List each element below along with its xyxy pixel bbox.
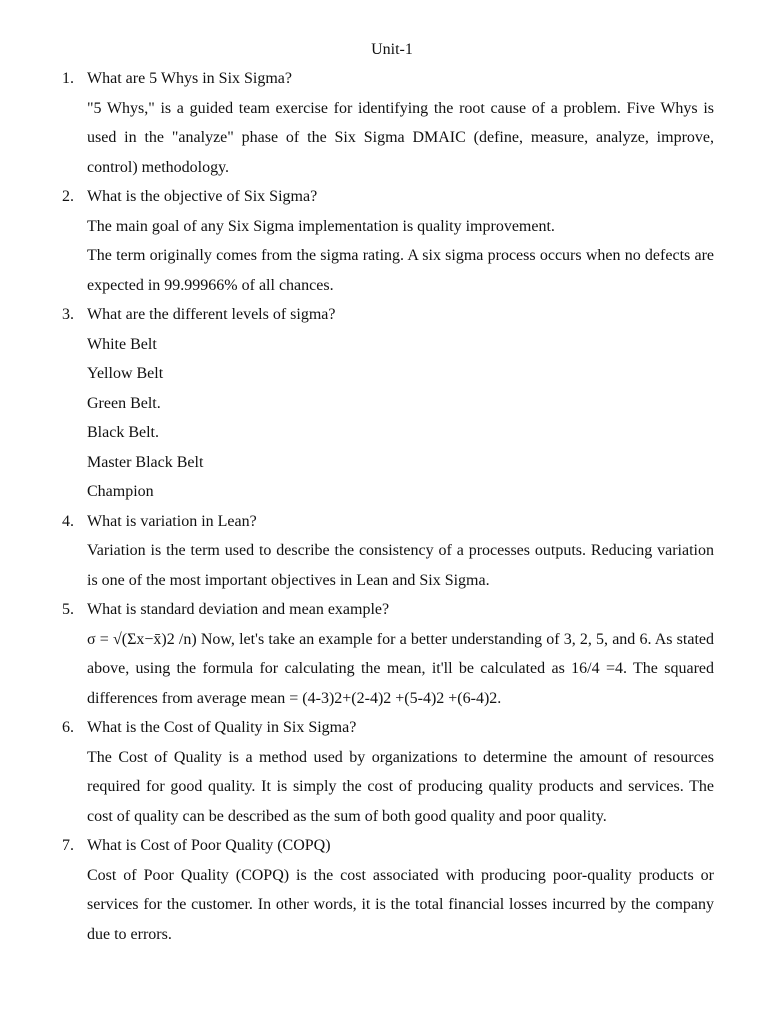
sigma-level-item: Black Belt. [87, 424, 159, 441]
sigma-level-item: Master Black Belt [87, 453, 204, 471]
question-text: What is variation in Lean? [87, 512, 257, 530]
question-number: 6. [62, 719, 74, 736]
question-item-6 [62, 713, 714, 831]
question-number: 4. [62, 512, 74, 530]
question-text: What are the different levels of sigma? [87, 306, 336, 323]
answer-paragraph: The main goal of any Six Sigma implementation is quality improvement. [87, 217, 555, 235]
page-title: Unit-1 [371, 41, 413, 58]
sigma-level-item: White Belt [87, 335, 157, 353]
answer-paragraph: Cost of Poor Quality (COPQ) is the cost associated with producing poor-quality products or services for the customer. In other words, it is the total financial losses incurred by the company due to errors. [87, 866, 714, 943]
question-text: What is the objective of Six Sigma? [87, 188, 318, 205]
question-item-5 [62, 595, 714, 713]
question-text: What is Cost of Poor Quality (COPQ) [87, 837, 331, 854]
question-item-1 [62, 64, 714, 182]
question-number: 5. [62, 601, 74, 618]
answer-paragraph: The term originally comes from the sigma rating. A six sigma process occurs when no defects are expected in 99.99966% of all chances. [87, 247, 714, 294]
answer-paragraph: The Cost of Quality is a method used by organizations to determine the amount of resources required for good quality. It is simply the cost of producing quality products and services. The cost of quality can be described as the sum of both good quality and poor quality. [87, 748, 714, 825]
question-item-2 [62, 182, 714, 300]
question-list [62, 64, 714, 949]
question-number: 2. [62, 188, 74, 205]
answer-paragraph: Variation is the term used to describe the consistency of a processes outputs. Reducing variation is one of the most important objectives in Lean and Six Sigma. [87, 542, 714, 589]
question-number: 7. [62, 837, 74, 854]
answer-paragraph: σ = √(Σx−x̄)2 /n) Now, let's take an example for a better understanding of 3, 2, 5, and 6. As stated above, using the formula for calculating the mean, it'll be calculated as 16/4 =4. The squared differences from average mean = (4-3)2+(2-4)2 +(5-4)2 +(6-4)2. [87, 630, 714, 707]
question-number: 1. [62, 70, 74, 87]
question-number: 3. [62, 306, 74, 323]
sigma-level-item: Yellow Belt [87, 365, 164, 382]
question-item-7 [62, 831, 714, 949]
sigma-level-item: Green Belt. [87, 394, 161, 412]
question-text: What is the Cost of Quality in Six Sigma? [87, 719, 357, 736]
answer-paragraph: "5 Whys," is a guided team exercise for identifying the root cause of a problem. Five Whys is used in the "analyze" phase of the Six Sigma DMAIC (define, measure, analyze, improve, control) methodology. [87, 99, 714, 176]
sigma-level-item: Champion [87, 483, 154, 500]
question-text: What are 5 Whys in Six Sigma? [87, 70, 292, 87]
question-text: What is standard deviation and mean example? [87, 601, 390, 618]
question-item-4 [62, 507, 714, 596]
question-item-3 [62, 300, 714, 507]
